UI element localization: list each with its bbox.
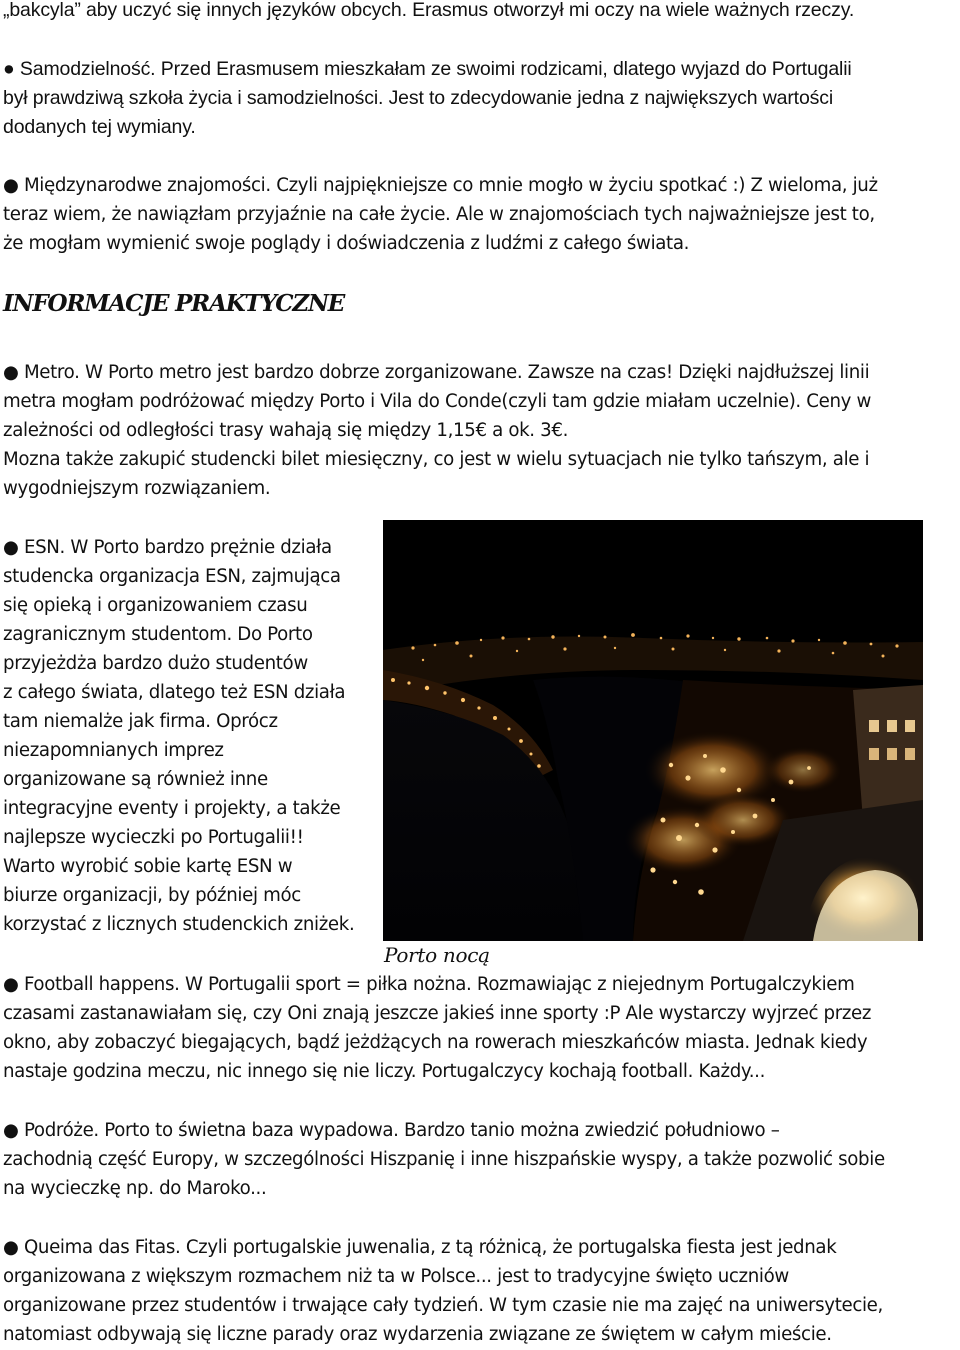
esn-paragraph: ● ESN. W Porto bardzo prężnie działa studencka organizacja ESN, zajmująca się opieką i organizowaniem czasu zagranicznym studentom. Do Porto przyjeżdża bardzo dużo studentów z całego świata, dlatego też ESN działa tam niemalże jak firma. Oprócz niezapomnianych imprez organizowane są również inne integracyjne eventy i projekty, a także najlepsze wycieczki po Portugalii!! Warto wyrobić sobie kartę ESN w biurze organizacji, by później móc korzystać z licznych studenckich zniżek. bbox=[3, 537, 355, 935]
section-heading: INFORMACJE PRAKTYCZNE bbox=[3, 290, 345, 317]
intro-tail-paragraph: „bakcyla” aby uczyć się innych języków obcych. Erasmus otworzył mi oczy na wiele ważnych rzeczy. bbox=[3, 0, 855, 21]
podroze-paragraph: ● Podróże. Porto to świetna baza wypadowa. Bardzo tanio można zwiedzić południowo – zachodnią część Europy, w szczególności Hiszpanię i inne hiszpańskie wyspy, a także pozwolić sobie na wycieczkę np. do Maroko... bbox=[3, 1120, 885, 1199]
photo-caption: Porto nocą bbox=[384, 943, 490, 967]
metro-paragraph: ● Metro. W Porto metro jest bardzo dobrze zorganizowane. Zawsze na czas! Dzięki najdłuższej linii metra mogłam podróżować między Porto i Vila do Conde(czyli tam gdzie miałam uczelnie). Ceny w zależności od odległości trasy wahają się między 1,15€ a ok. 3€. Mozna także zakupić studencki bilet miesięczny, co jest w wielu sytuacjach nie tylko tańszym, ale i wygodniejszym rozwiązaniem. bbox=[3, 362, 872, 499]
znajomosci-paragraph: ● Międzynarodwe znajomości. Czyli najpiękniejsze co mnie mogło w życiu spotkać :) Z wieloma, już teraz wiem, że nawiązłam przyjaźnie na całe życie. Ale w znajomościach tych najważniejsze jest to, że mogłam wymienić swoje poglądy i doświadczenia z ludźmi z całego świata. bbox=[3, 175, 878, 254]
porto-night-photo bbox=[383, 520, 923, 941]
football-paragraph: ● Football happens. W Portugalii sport = piłka nożna. Rozmawiając z niejednym Portugalczykiem czasami zastanawiałam się, czy Oni znają jeszcze jakieś inne sporty :P Ale wystarczy wyjrzeć przez okno, aby zobaczyć biegających, bądź jeżdżących na rowerach mieszkańców miasta. Jednak kiedy nastaje godzina meczu, nic innego się nie liczy. Portugalczycy kochają football. Każdy... bbox=[3, 974, 872, 1082]
samodzielnosc-paragraph: ● Samodzielność. Przed Erasmusem mieszkałam ze swoimi rodzicami, dlatego wyjazd do Portugalii był prawdziwą szkoła życia i samodzielności. Jest to zdecydowanie jedna z największych wartości dodanych tej wymiany. bbox=[3, 58, 852, 138]
queima-paragraph: ● Queima das Fitas. Czyli portugalskie juwenalia, z tą różnicą, że portugalska fiesta jest jednak organizowana z większym rozmachem niż ta w Polsce... jest to tradycyjne święto uczniów organizowane przez studentów i trwające cały tydzień. W tym czasie nie ma zajęć na uniwersytecie, natomiast odbywają się liczne parady oraz wydarzenia związane ze świętem w całym mieście. bbox=[3, 1237, 883, 1345]
